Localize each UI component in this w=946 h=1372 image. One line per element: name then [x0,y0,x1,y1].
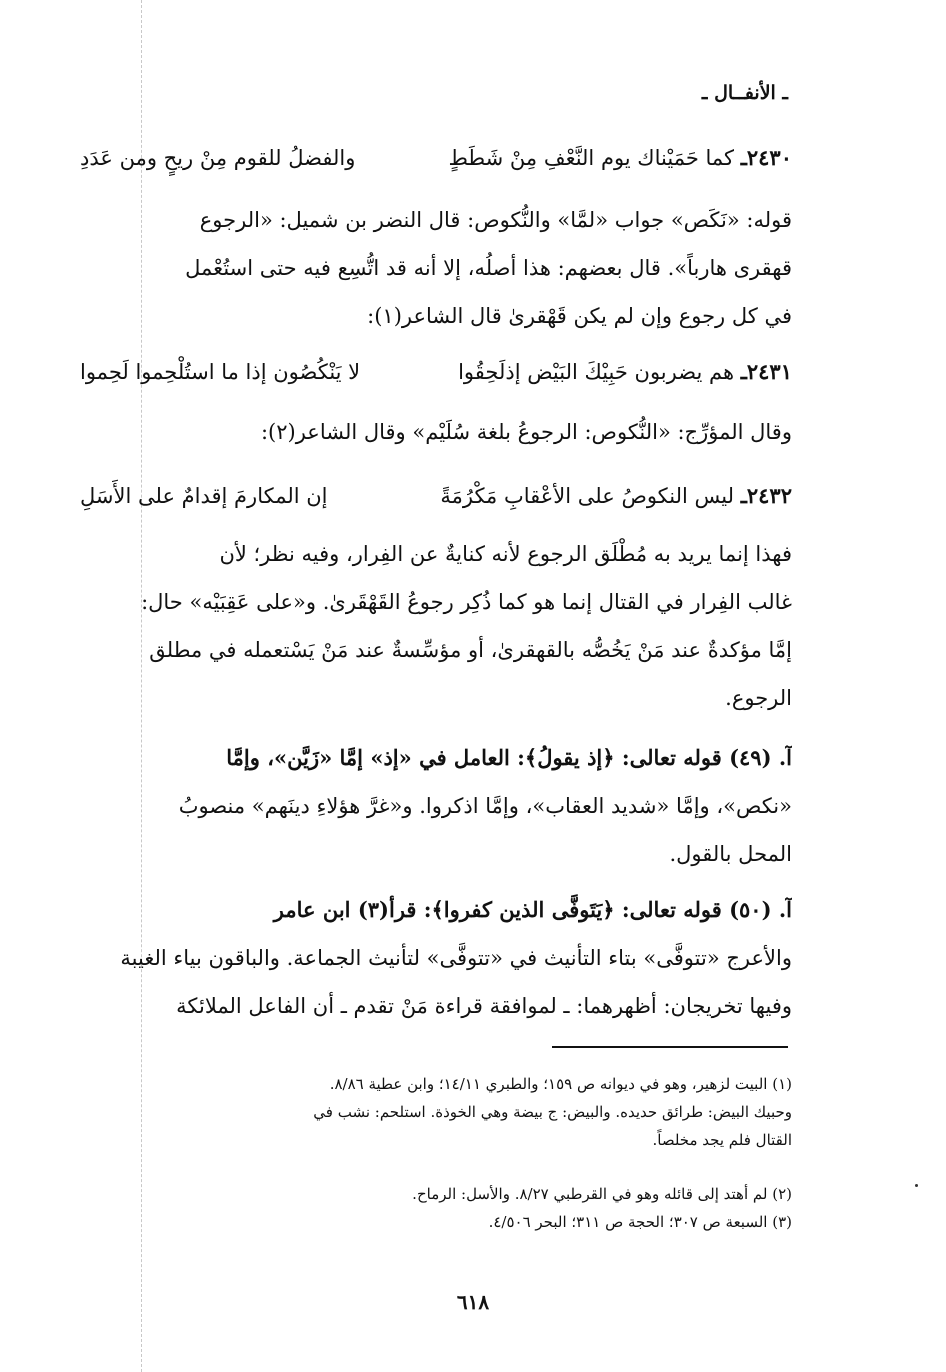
verse-second-hemistich: إن المكارمَ إقدامٌ على الأَسَلِ [80,484,328,508]
verse-number: ٢٤٣١ـ [740,359,792,384]
text-line: غالب الفِرار في القتال إنما هو كما ذُكِر رجوعُ القَهْقَرىٰ. و«على عَقِبَيْه» حال: [141,590,792,614]
page-number: ٦١٨ [456,1290,490,1314]
text-line: إمَّا مؤكدةٌ عند مَنْ يَخُصُّه بالقهقرىٰ، أو مؤسِّسةٌ عند مَنْ يَسْتعمله في مطلق [149,638,792,662]
text-line: آ. (٥٠) قوله تعالى: ﴿يَتَوفَّى الذين كفروا﴾: قرأ(٣) ابن عامر [273,897,792,922]
text-line: قهقرى هارباً». قال بعضهم: هذا أصلُه، إلا أنه قد اتُّسِع فيه حتى استُعْمل [185,256,792,280]
text-line: الرجوع. [725,686,792,710]
verse-2430 [80,134,792,182]
verse-second-hemistich: والفضلُ للقوم مِنْ ريحٍ ومن عَدَدِ [80,146,356,170]
text-line: «نكص»، وإمَّا «شديد العقاب»، وإمَّا اذكروا. و«غرَّ هؤلاءِ دينَهم» منصوبُ [178,794,792,818]
verse-first-hemistich: ليس النكوصُ على الأعْقابِ مَكْرُمَةً [440,484,735,508]
text-line: المحل بالقول. [669,842,792,866]
verse-number: ٢٤٣٠ـ [740,145,792,170]
footnote-line: (٢) لم أهتد إلى قائله وهو في القرطبي ٨/٢٧. والأسل: الرماح. [412,1185,792,1203]
footnote-line: (١) البيت لزهير، وهو في ديوانه ص ١٥٩؛ والطبري ١٤/١١؛ وابن عطية ٨/٨٦. [329,1075,792,1093]
scan-speck [915,1184,918,1187]
text-line: وقال المؤرِّج: «النُّكوص: الرجوعُ بلغة سُلَيْم» وقال الشاعر(٢): [260,420,792,444]
verse-first-hemistich: كما حَمَيْناك يوم النَّعْفِ مِنْ شَطَطٍ [448,146,735,170]
text-line: في كل رجوع وإن لم يكن قَهْقرىٰ قال الشاعر(١): [367,304,792,328]
text-line: فهذا إنما يريد به مُطْلَق الرجوع لأنه كنايةٌ عن الفِرار، وفيه نظر؛ لأن [219,542,792,566]
footnote-line: القتال فلم يجد مخلصاً. [652,1131,792,1149]
footnote-separator [552,1046,788,1048]
text-line: والأعرج «تتوفَّى» بتاء التأنيث في «تتوفَّى» لتأنيث الجماعة. والباقون بياء الغيبة [120,946,792,970]
text-line: وفيها تخريجان: أظهرهما: ـ لموافقة قراءة مَنْ تقدم ـ أن الفاعل الملائكة [176,994,792,1018]
text-line: آ. (٤٩) قوله تعالى: ﴿إذ يقولُ﴾: العامل في «إذ» إمَّا «زَيَّن»، وإمَّا [226,745,792,770]
verse-number: ٢٤٣٢ـ [740,483,792,508]
footnote-line: (٣) السبعة ص ٣٠٧؛ الحجة ص ٣١١؛ البحر ٤/٥٠٦. [488,1213,792,1231]
footnote-line: وحبيك البيض: طرائق حديده. والبيض: ج بيضة وهي الخوذة. استلحم: نشب في [313,1103,792,1121]
running-header: ـ الأنفــال ـ [701,82,788,104]
verse-second-hemistich: لا يَنْكُصُون إذا ما استُلْحِموا لَحِموا [80,360,361,384]
verse-2432 [80,472,792,520]
text-line: قوله: «نَكَص» جواب «لمَّا» والنُّكوص: قال النضر بن شميل: «الرجوع [199,208,792,232]
verse-first-hemistich: هم يضربون حَبِيْكَ البَيْض إذلَحِقُوا [458,360,735,384]
verse-2431 [80,348,792,396]
